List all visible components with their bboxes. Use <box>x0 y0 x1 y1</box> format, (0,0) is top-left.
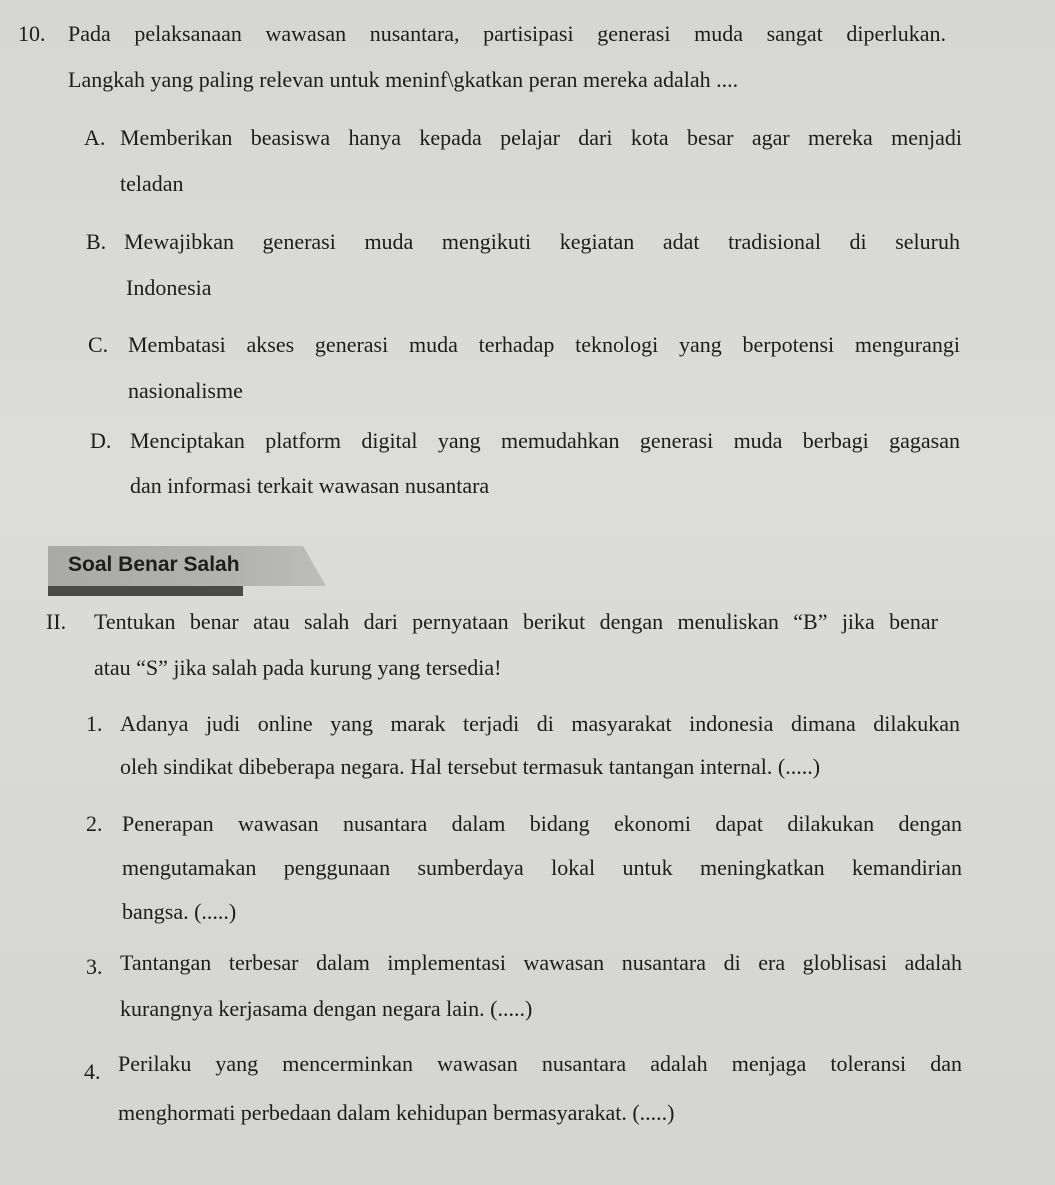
statement-line: Perilaku yang mencerminkan wawasan nusantara adalah menjaga toleransi dan <box>118 1051 962 1076</box>
option-text-line-1: Menciptakan platform digital yang memudahkan generasi muda berbagi gagasan <box>130 428 960 453</box>
statement-number: 2. <box>86 811 103 836</box>
option-text-line-1: Mewajibkan generasi muda mengikuti kegiatan adat tradisional di seluruh <box>124 229 960 254</box>
statement-line: bangsa. (.....) <box>122 899 237 924</box>
instruction-line-2: atau “S” jika salah pada kurung yang tersedia! <box>94 655 502 680</box>
statement-line: kurangnya kerjasama dengan negara lain. (.....) <box>120 996 533 1021</box>
option-label: C. <box>88 332 109 357</box>
option-text-line-1: Membatasi akses generasi muda terhadap teknologi yang berpotensi mengurangi <box>128 332 960 357</box>
question-text-line-2: Langkah yang paling relevan untuk meninf\gkatkan peran mereka adalah .... <box>68 67 739 92</box>
statement-line: oleh sindikat dibeberapa negara. Hal tersebut termasuk tantangan internal. (.....) <box>120 754 821 779</box>
option-label: A. <box>84 125 106 150</box>
statement-line: Adanya judi online yang marak terjadi di masyarakat indonesia dimana dilakukan <box>120 711 960 736</box>
option-text-line-2: teladan <box>120 171 184 196</box>
statement-number: 4. <box>84 1059 101 1084</box>
statement-line: menghormati perbedaan dalam kehidupan bermasyarakat. (.....) <box>118 1100 675 1125</box>
question-number: 10. <box>18 21 46 46</box>
statement-line: mengutamakan penggunaan sumberdaya lokal untuk meningkatkan kemandirian <box>122 855 962 880</box>
option-text-line-2: dan informasi terkait wawasan nusantara <box>130 473 490 498</box>
section-banner-bar <box>48 586 243 596</box>
option-label: D. <box>90 428 112 453</box>
statement-line: Penerapan wawasan nusantara dalam bidang ekonomi dapat dilakukan dengan <box>122 811 962 836</box>
option-text-line-2: Indonesia <box>126 275 212 300</box>
section-number: II. <box>46 609 67 634</box>
question-text-line-1: Pada pelaksanaan wawasan nusantara, partisipasi generasi muda sangat diperlukan. <box>68 21 946 46</box>
statement-line: Tantangan terbesar dalam implementasi wawasan nusantara di era globlisasi adalah <box>120 950 962 975</box>
option-label: B. <box>86 229 107 254</box>
statement-number: 1. <box>86 711 103 736</box>
instruction-line-1: Tentukan benar atau salah dari pernyataan berikut dengan menuliskan “B” jika benar <box>94 609 938 634</box>
section-title: Soal Benar Salah <box>68 553 240 576</box>
option-text-line-2: nasionalisme <box>128 378 243 403</box>
option-text-line-1: Memberikan beasiswa hanya kepada pelajar dari kota besar agar mereka menjadi <box>120 125 962 150</box>
statement-number: 3. <box>86 954 103 979</box>
